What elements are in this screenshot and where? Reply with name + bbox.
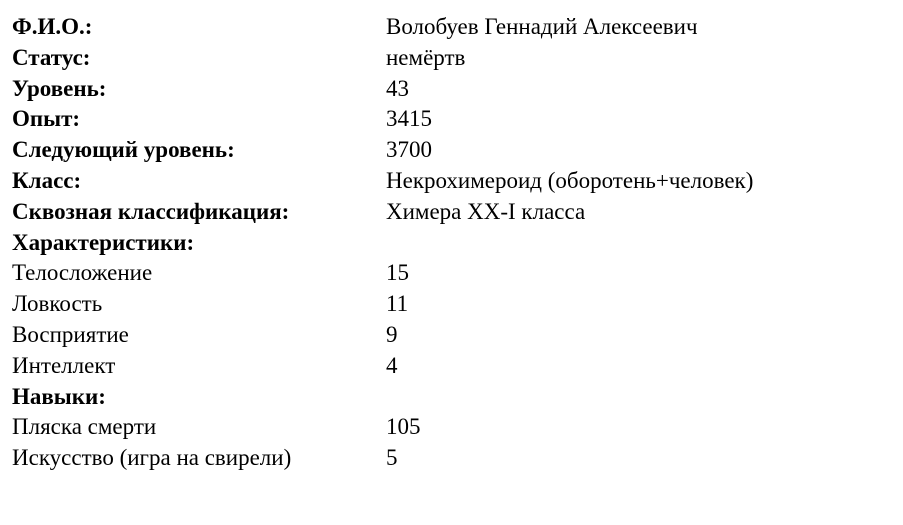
classification-row <box>12 197 892 228</box>
next-level-row <box>12 135 892 166</box>
character-sheet <box>12 12 892 474</box>
next-level-label: Следующий уровень: <box>12 137 235 163</box>
experience-label: Опыт: <box>12 106 81 132</box>
characteristic-label: Интеллект <box>12 352 116 378</box>
skill-row <box>12 443 892 474</box>
characteristic-value: 9 <box>386 321 398 347</box>
skills-heading-row <box>12 382 892 413</box>
skill-label: Искусство (игра на свирели) <box>12 445 292 471</box>
characteristic-label: Восприятие <box>12 321 129 347</box>
characteristic-value: 11 <box>386 291 409 317</box>
level-label: Уровень: <box>12 75 107 101</box>
characteristic-row <box>12 289 892 320</box>
skill-label: Пляска смерти <box>12 414 157 440</box>
class-value: Некрохимероид (оборотень+человек) <box>386 167 754 193</box>
level-value: 43 <box>386 75 409 101</box>
skill-value: 105 <box>386 414 421 440</box>
characteristic-row <box>12 258 892 289</box>
characteristic-value: 15 <box>386 260 409 286</box>
fio-value: Волобуев Геннадий Алексеевич <box>386 14 698 39</box>
skill-value: 5 <box>386 445 398 471</box>
characteristics-heading-row <box>12 228 892 259</box>
experience-value: 3415 <box>386 106 432 132</box>
class-label: Класс: <box>12 167 82 193</box>
experience-row <box>12 104 892 135</box>
characteristic-label: Телосложение <box>12 260 153 286</box>
status-row <box>12 43 892 74</box>
characteristic-value: 4 <box>386 352 398 378</box>
characteristic-label: Ловкость <box>12 291 103 317</box>
next-level-value: 3700 <box>386 137 432 163</box>
characteristic-row <box>12 351 892 382</box>
status-value: немёртв <box>386 44 466 70</box>
level-row <box>12 74 892 105</box>
characteristic-row <box>12 320 892 351</box>
class-row <box>12 166 892 197</box>
status-label: Статус: <box>12 44 91 70</box>
classification-value: Химера XX-I класса <box>386 198 586 224</box>
characteristics-heading: Характеристики: <box>12 229 195 255</box>
skills-heading: Навыки: <box>12 383 106 409</box>
classification-label: Сквозная классификация: <box>12 198 290 224</box>
fio-label: Ф.И.О.: <box>12 14 93 39</box>
skill-row <box>12 412 892 443</box>
fio-row <box>12 12 892 43</box>
